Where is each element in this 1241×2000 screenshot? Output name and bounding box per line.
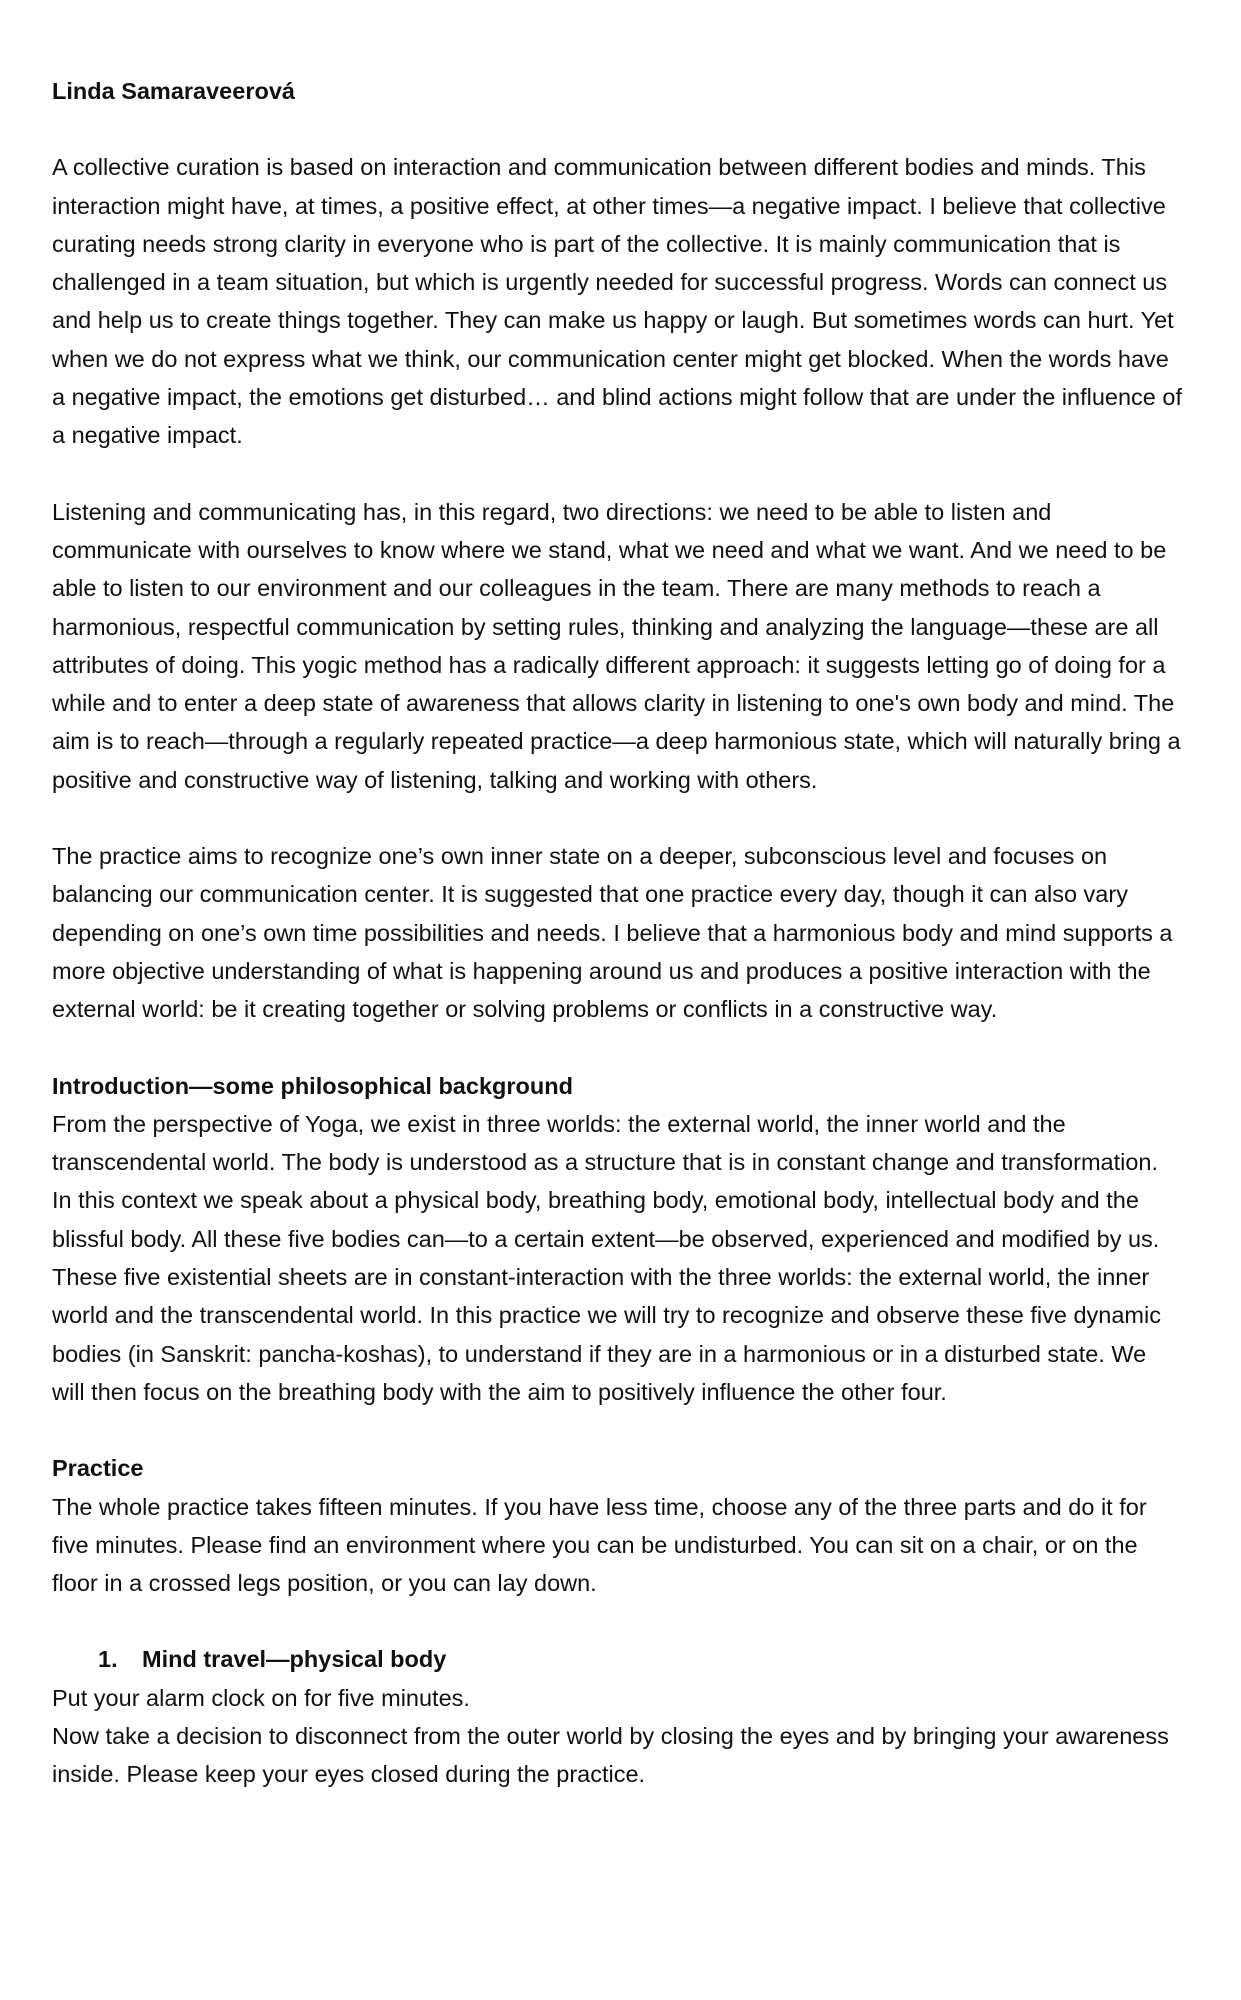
step-1-title: Mind travel—physical body: [142, 1646, 447, 1673]
step-1-heading: [52, 1640, 1182, 1678]
document-page: [52, 72, 1182, 1794]
step-1-line-alarm: Put your alarm clock on for five minutes.: [52, 1684, 470, 1711]
introduction-body: From the perspective of Yoga, we exist in three worlds: the external world, the inner world and the transcendental world. The body is understood as a structure that is in constant change and transformation. In this context we speak about a physical body, breathing body, emotional body, intellectual body and the blissful body. All these five bodies can—to a certain extent—be observed, experienced and modified by us. These five existential sheets are in constant-interaction with the three worlds: the external world, the inner world and the transcendental world. In this practice we will try to recognize and observe these five dynamic bodies (in Sanskrit: pancha-koshas), to understand if they are in a harmonious or in a disturbed state. We will then focus on the breathing body with the aim to positively influence the other four.: [52, 1110, 1161, 1405]
paragraph-practice-aims: The practice aims to recognize one’s own inner state on a deeper, subconscious level and focuses on balancing our communication center. It is suggested that one practice every day, though it can also vary depending on one’s own time possibilities and needs. I believe that a harmonious body and mind supports a more objective understanding of what is happening around us and produces a positive interaction with the external world: be it creating together or solving problems or conflicts in a constructive way.: [52, 843, 1173, 1023]
practice-heading: Practice: [52, 1455, 144, 1482]
step-1-line-disconnect: Now take a decision to disconnect from the outer world by closing the eyes and by bringing your awareness inside. Please keep your eyes closed during the practice.: [52, 1722, 1169, 1788]
step-1-number: 1.: [98, 1646, 118, 1673]
author-name: Linda Samaraveerová: [52, 78, 295, 104]
introduction-heading: Introduction—some philosophical background: [52, 1072, 573, 1099]
practice-body: The whole practice takes fifteen minutes. If you have less time, choose any of the three parts and do it for five minutes. Please find an environment where you can be undisturbed. You can sit on a chair, or on the floor in a crossed legs position, or you can lay down.: [52, 1493, 1147, 1597]
paragraph-collective-curation: A collective curation is based on interaction and communication between different bodies and minds. This interaction might have, at times, a positive effect, at other times—a negative impact. I believe that collective curating needs strong clarity in everyone who is part of the collective. It is mainly communication that is challenged in a team situation, but which is urgently needed for successful progress. Words can connect us and help us to create things together. They can make us happy or laugh. But sometimes words can hurt. Yet when we do not express what we think, our communication center might get blocked. When the words have a negative impact, the emotions get disturbed… and blind actions might follow that are under the influence of a negative impact.: [52, 154, 1182, 449]
paragraph-listening-communicating: Listening and communicating has, in this regard, two directions: we need to be able to listen and communicate with ourselves to know where we stand, what we need and what we want. And we need to be able to listen to our environment and our colleagues in the team. There are many methods to reach a harmonious, respectful communication by setting rules, thinking and analyzing the language—these are all attributes of doing. This yogic method has a radically different approach: it suggests letting go of doing for a while and to enter a deep state of awareness that allows clarity in listening to one's own body and mind. The aim is to reach—through a regularly repeated practice—a deep harmonious state, which will naturally bring a positive and constructive way of listening, talking and working with others.: [52, 498, 1181, 793]
